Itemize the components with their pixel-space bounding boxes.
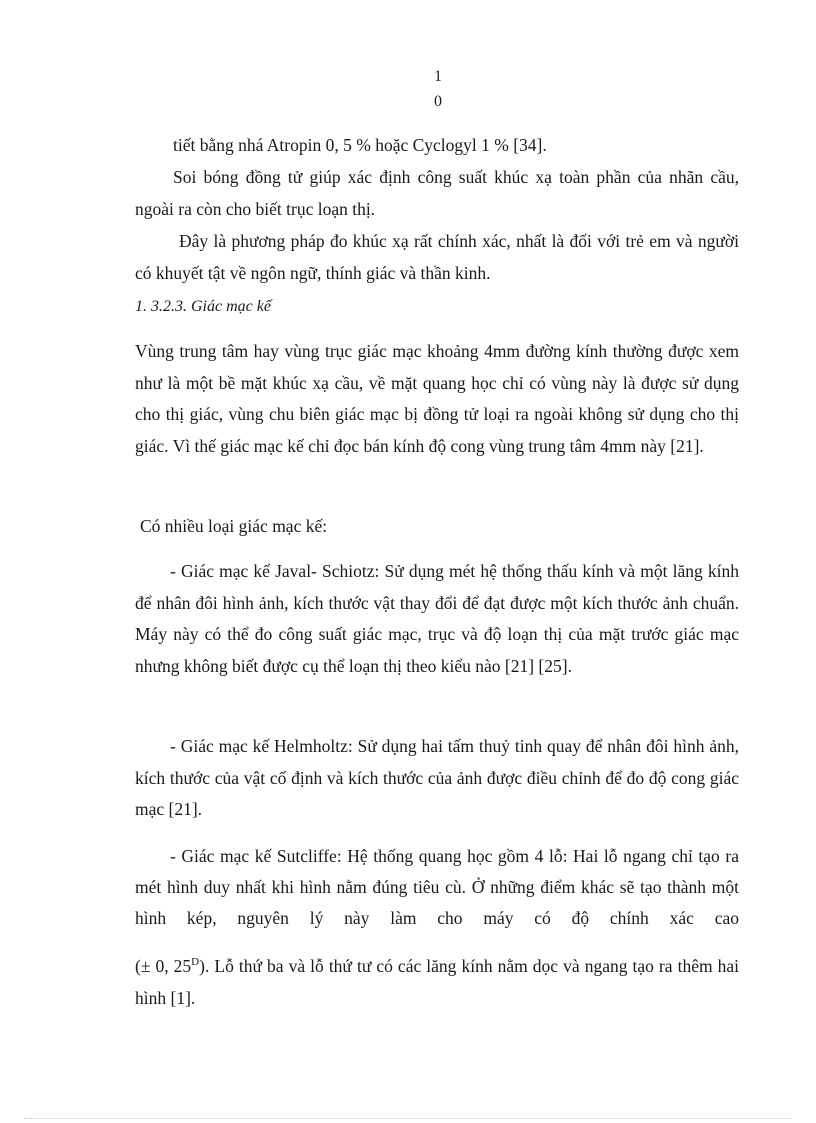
paragraph-javal-schiotz: - Giác mạc kế Javal- Schiotz: Sử dụng mét hệ thống thấu kính và một lăng kính để nhân đôi hình ảnh, kích thước vật thay đổi để đạt được một kích thước ảnh chuẩn. Máy này có thể đo công suất giác mạc, trục và độ loạn thị của mặt trước giác mạc nhưng không biết được cụ thể loạn thị theo kiểu nào [21] [25]. xyxy=(135,561,739,676)
paragraph-types-intro: Có nhiều loại giác mạc kế: xyxy=(140,516,328,536)
paragraph-atropin: tiết bằng nhá Atropin 0, 5 % hoặc Cyclogyl 1 % [34]. xyxy=(173,135,547,155)
paragraph-helmholtz: - Giác mạc kế Helmholtz: Sử dụng hai tấm thuỷ tinh quay để nhân đôi hình ảnh, kích thước của vật cố định và kích thước của ảnh được điều chỉnh để đo độ cong giác mạc [21]. xyxy=(135,736,739,819)
diopter-superscript: D xyxy=(191,956,200,969)
paragraph-sutcliffe-end: ). Lỗ thứ ba và lỗ thứ tư có các lăng kính nằm dọc và ngang tạo ra thêm hai hình [1]. xyxy=(135,956,740,1008)
page-number-line-1: 1 xyxy=(434,68,442,85)
page-number-line-2: 0 xyxy=(434,93,442,110)
page-bottom-divider xyxy=(24,1118,792,1119)
paragraph-retinoscopy: Soi bóng đồng tử giúp xác định công suất khúc xạ toàn phần của nhãn cầu, ngoài ra còn cho biết trục loạn thị. xyxy=(135,167,739,219)
paragraph-sutcliffe-continued xyxy=(135,951,739,1014)
paragraph-sutcliffe: - Giác mạc kế Sutcliffe: Hệ thống quang học gồm 4 lỗ: Hai lỗ ngang chỉ tạo ra mét hình duy nhất khi hình nằm đúng tiêu cù. Ở những điểm khác sẽ tạo thành một hình kép, nguyên lý này làm cho máy có độ chính xác cao xyxy=(135,846,739,928)
paragraph-central-zone: Vùng trung tâm hay vùng trục giác mạc khoảng 4mm đường kính thường được xem như là một bề mặt khúc xạ cầu, về mặt quang học chỉ có vùng này là được sử dụng cho thị giác, vùng chu biên giác mạc bị đồng tử loại ra ngoài không sử dụng cho thị giác. Vì thế giác mạc kế chỉ đọc bán kính độ cong vùng trung tâm 4mm này [21]. xyxy=(135,341,739,456)
paragraph-accuracy: Đây là phương pháp đo khúc xạ rất chính xác, nhất là đối với trẻ em và người có khuyết tật về ngôn ngữ, thính giác và thần kinh. xyxy=(135,231,739,283)
section-heading-keratometer: 1. 3.2.3. Giác mạc kế xyxy=(135,298,271,315)
accuracy-value-open: (± 0, 25 xyxy=(135,956,192,976)
